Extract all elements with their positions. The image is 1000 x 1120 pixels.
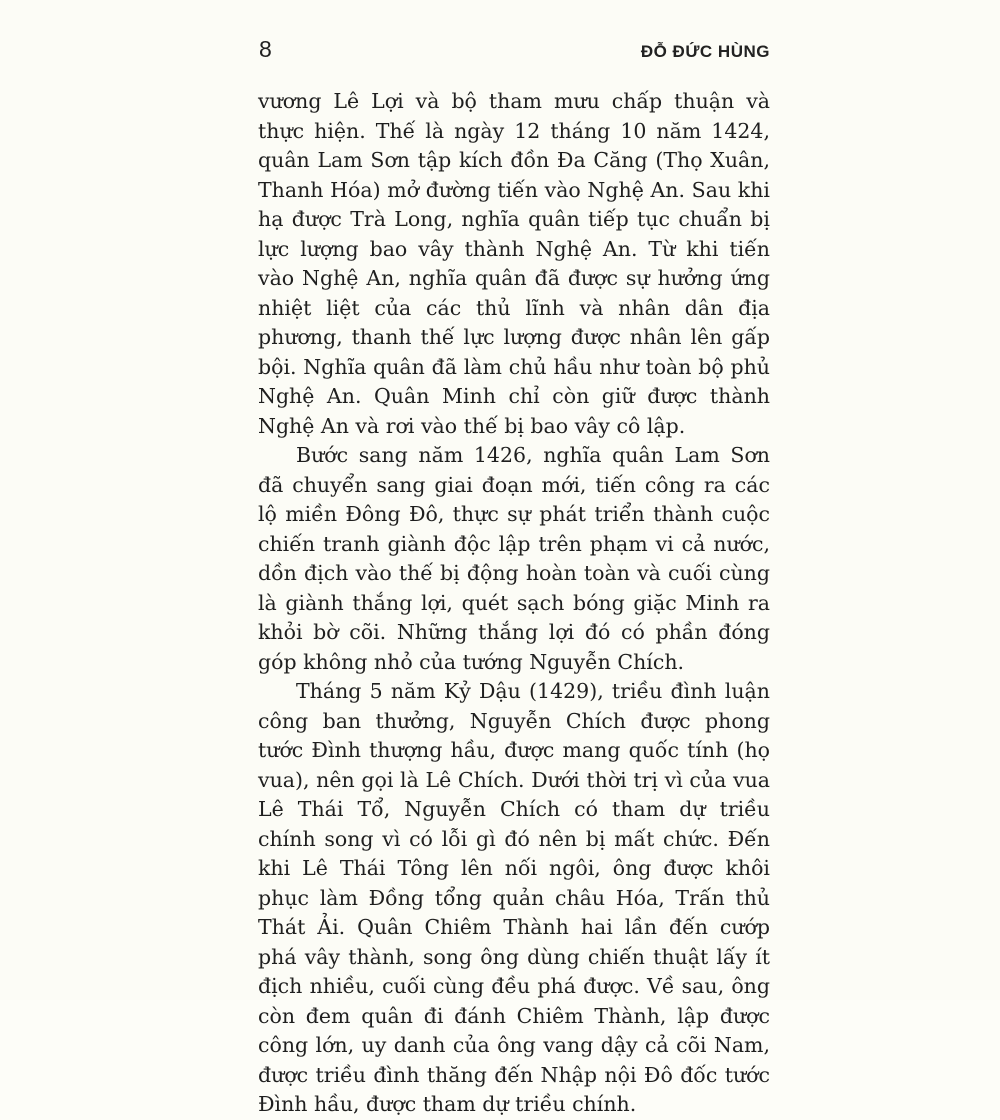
running-head-author: ĐỖ ĐỨC HÙNG [640, 42, 770, 61]
paragraph-3: Tháng 5 năm Kỷ Dậu (1429), triều đình luận công ban thưởng, Nguyễn Chích được phong tước Đình thượng hầu, được mang quốc tính (họ vua), nên gọi là Lê Chích. Dưới thời trị vì của vua Lê Thái Tổ, Nguyễn Chích có tham dự triều chính song vì có lỗi gì đó nên bị mất chức. Đến khi Lê Thái Tông lên nối ngôi, ông được khôi phục làm Đồng tổng quản châu Hóa, Trấn thủ Thát Ải. Quân Chiêm Thành hai lần đến cướp phá vây thành, song ông dùng chiến thuật lấy ít địch nhiều, cuối cùng đều phá được. Về sau, ông còn đem quân đi đánh Chiêm Thành, lập được công lớn, uy danh của ông vang dậy cả cõi Nam, được triều đình thăng đến Nhập nội Đô đốc tước Đình hầu, được tham dự triều chính. [258, 679, 770, 1116]
page-number: 8 [259, 36, 272, 62]
page-body [258, 87, 770, 1120]
paragraph-1: vương Lê Lợi và bộ tham mưu chấp thuận và thực hiện. Thế là ngày 12 tháng 10 năm 1424, quân Lam Sơn tập kích đồn Đa Căng (Thọ Xuân, Thanh Hóa) mở đường tiến vào Nghệ An. Sau khi hạ được Trà Long, nghĩa quân tiếp tục chuẩn bị lực lượng bao vây thành Nghệ An. Từ khi tiến vào Nghệ An, nghĩa quân đã được sự hưởng ứng nhiệt liệt của các thủ lĩnh và nhân dân địa phương, thanh thế lực lượng được nhân lên gấp bội. Nghĩa quân đã làm chủ hầu như toàn bộ phủ Nghệ An. Quân Minh chỉ còn giữ được thành Nghệ An và rơi vào thế bị bao vây cô lập. [258, 89, 770, 438]
paragraph-2: Bước sang năm 1426, nghĩa quân Lam Sơn đã chuyển sang giai đoạn mới, tiến công ra các lộ miền Đông Đô, thực sự phát triển thành cuộc chiến tranh giành độc lập trên phạm vi cả nước, dồn địch vào thế bị động hoàn toàn và cuối cùng là giành thắng lợi, quét sạch bóng giặc Minh ra khỏi bờ cõi. Những thắng lợi đó có phần đóng góp không nhỏ của tướng Nguyễn Chích. [258, 443, 770, 674]
